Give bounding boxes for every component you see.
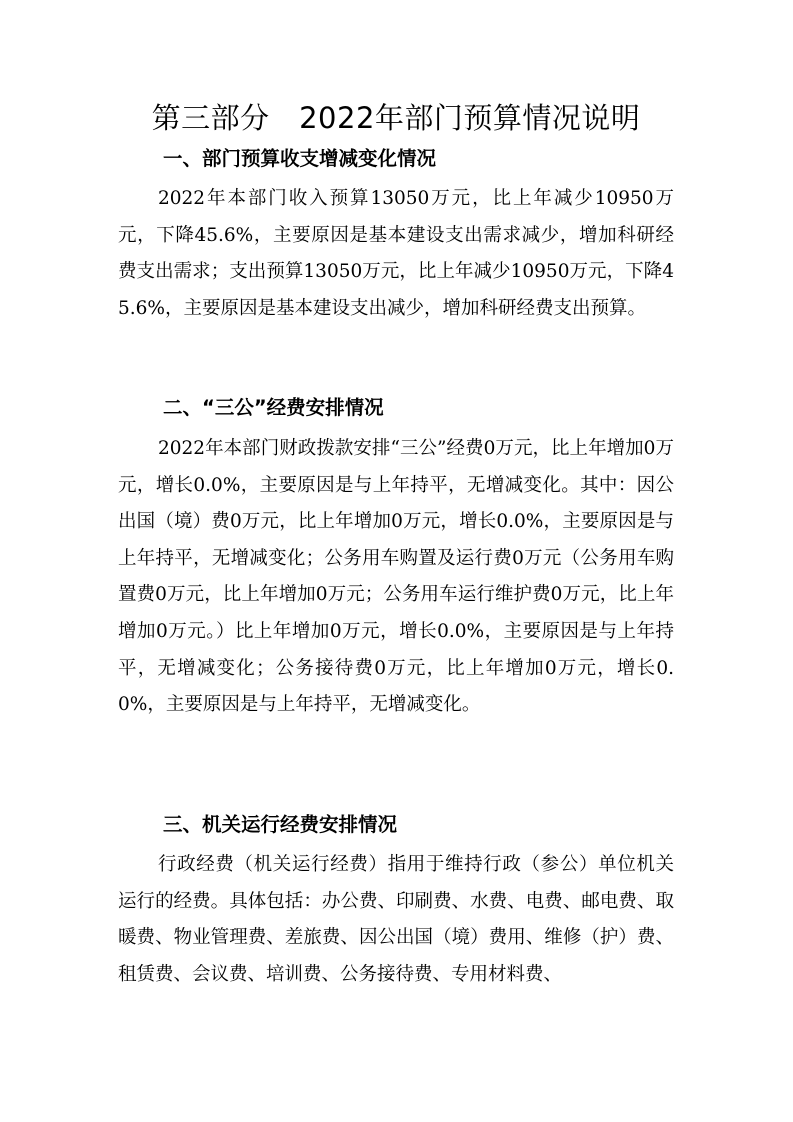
document-title: 第三部分 2022年部门预算情况说明 (151, 101, 641, 135)
section-heading-operating-expenses: 三、机关运行经费安排情况 (163, 813, 398, 836)
document-page (118, 0, 674, 1122)
section-heading-three-public-expenses: 二、“三公”经费安排情况 (163, 396, 384, 419)
section-paragraph-operating-expenses: 行政经费（机关运行经费）指用于维持行政（参公）单位机关运行的经费。具体包括：办公费、印刷费、水费、电费、邮电费、取暖费、物业管理费、差旅费、因公出国（境）费用、维修（护）费、租赁费、会议费、培训费、公务接待费、专用材料费、 (118, 854, 674, 985)
section-paragraph-three-public-expenses: 2022年本部门财政拨款安排“三公”经费0万元，比上年增加0万元，增长0.0%，主要原因是与上年持平，无增减变化。其中：因公出国（境）费0万元，比上年增加0万元，增长0.0%，主要原因是与上年持平，无增减变化；公务用车购置及运行费0万元（公务用车购置费0万元，比上年增加0万元；公务用车运行维护费0万元，比上年增加0万元。）比上年增加0万元，增长0.0%，主要原因是与上年持平，无增减变化；公务接待费0万元，比上年增加0万元，增长0.0%，主要原因是与上年持平，无增减变化。 (118, 438, 674, 716)
section-heading-budget-changes: 一、部门预算收支增减变化情况 (163, 147, 437, 170)
section-paragraph-budget-changes: 2022年本部门收入预算13050万元，比上年减少10950万元，下降45.6%，主要原因是基本建设支出需求减少，增加科研经费支出需求；支出预算13050万元，比上年减少10950万元，下降45.6%，主要原因是基本建设支出减少，增加科研经费支出预算。 (118, 188, 674, 319)
